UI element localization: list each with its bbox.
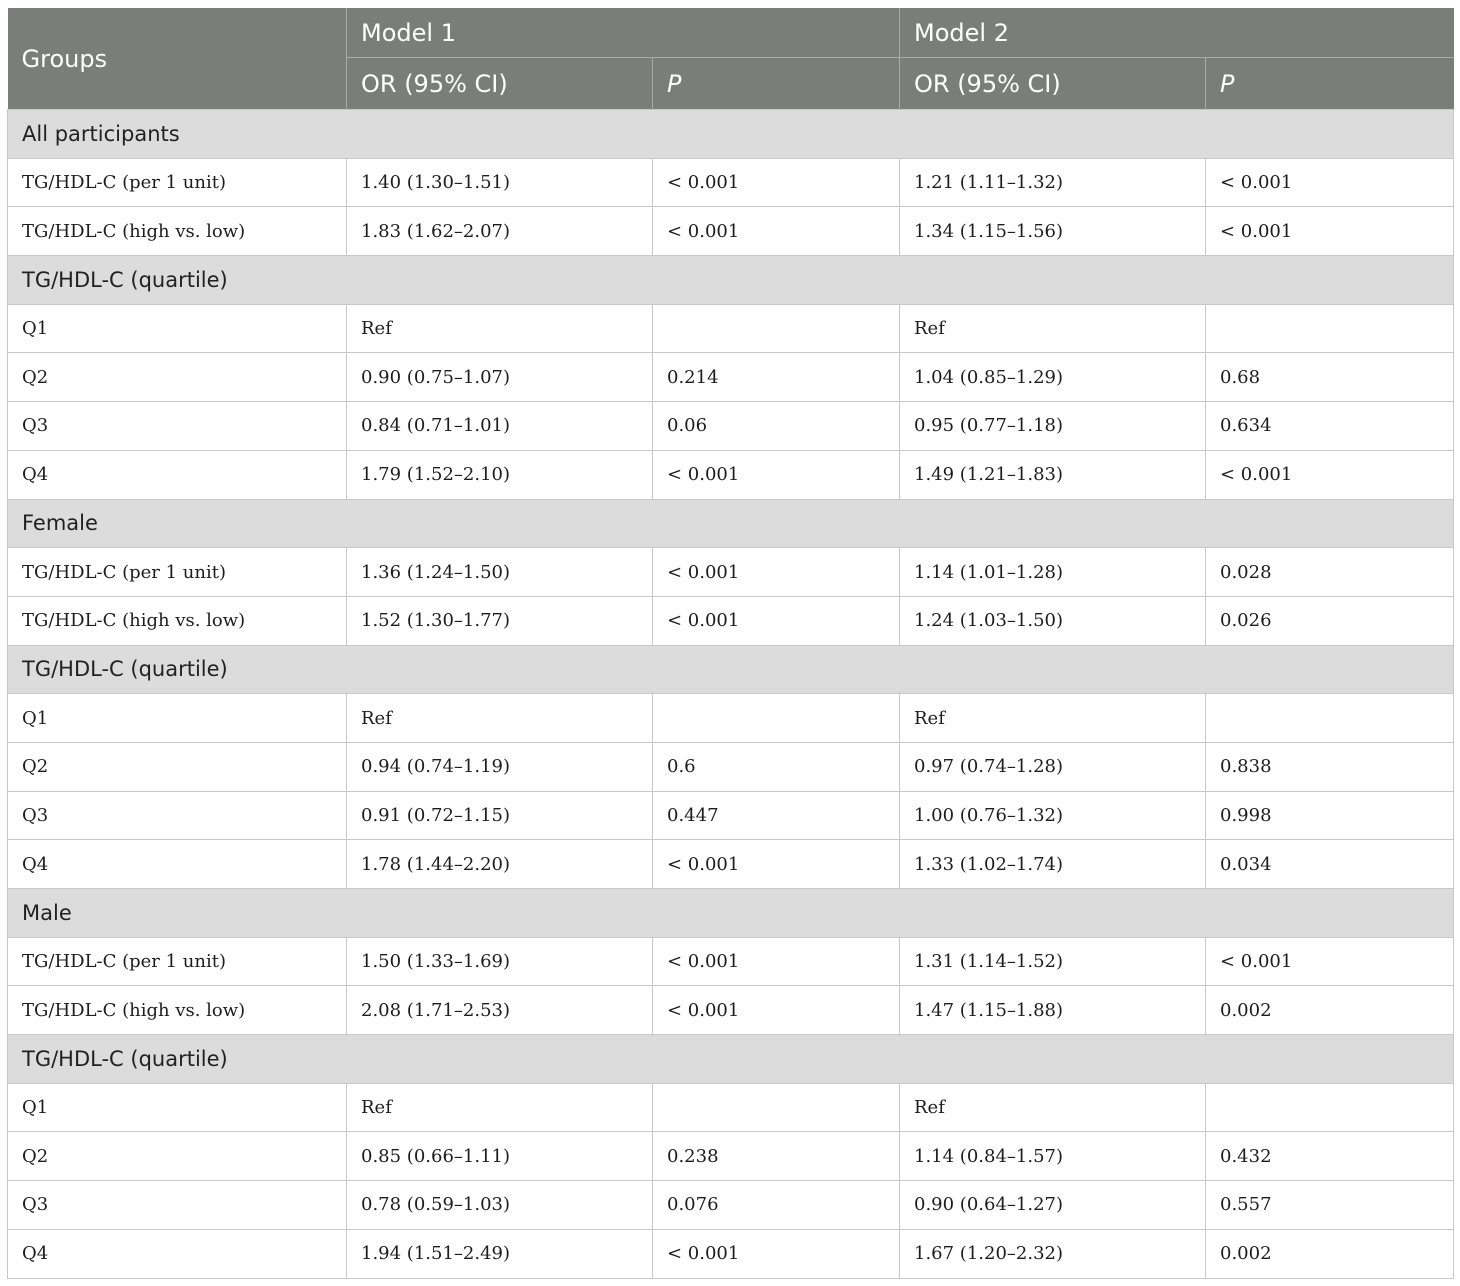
table-row <box>8 791 1454 840</box>
model-1-or-cell: 0.84 (0.71–1.01) <box>347 402 653 451</box>
model-1-or-cell: 0.78 (0.59–1.03) <box>347 1181 653 1230</box>
model-1-or-header: OR (95% CI) <box>347 58 653 110</box>
model-1-p-cell: < 0.001 <box>653 937 900 986</box>
row-label-cell: Q4 <box>8 1229 347 1278</box>
model-2-p-cell <box>1206 694 1454 743</box>
model-2-p-cell: 0.68 <box>1206 353 1454 402</box>
model-2-p-cell: < 0.001 <box>1206 450 1454 499</box>
model-1-or-cell: 0.85 (0.66–1.11) <box>347 1132 653 1181</box>
model-2-or-cell: 1.67 (1.20–2.32) <box>900 1229 1206 1278</box>
table-row <box>8 548 1454 597</box>
section-title: Male <box>8 889 1454 938</box>
model-2-or-cell: 0.90 (0.64–1.27) <box>900 1181 1206 1230</box>
table-row <box>8 450 1454 499</box>
model-2-p-cell: 0.028 <box>1206 548 1454 597</box>
row-label-cell: Q3 <box>8 402 347 451</box>
model-1-or-cell: 0.90 (0.75–1.07) <box>347 353 653 402</box>
section-row <box>8 645 1454 694</box>
model-1-or-cell: 1.40 (1.30–1.51) <box>347 158 653 207</box>
model-1-or-cell: 1.36 (1.24–1.50) <box>347 548 653 597</box>
row-label-cell: Q4 <box>8 450 347 499</box>
row-label-cell: Q2 <box>8 742 347 791</box>
model-1-p-cell <box>653 304 900 353</box>
section-title: TG/HDL-C (quartile) <box>8 256 1454 305</box>
model-2-or-cell: 1.47 (1.15–1.88) <box>900 986 1206 1035</box>
model-2-or-cell: Ref <box>900 694 1206 743</box>
model-1-p-cell: 0.6 <box>653 742 900 791</box>
model-2-p-cell: 0.998 <box>1206 791 1454 840</box>
table-row <box>8 158 1454 207</box>
results-table <box>7 8 1454 1279</box>
section-title: All participants <box>8 110 1454 159</box>
model-1-p-cell: 0.214 <box>653 353 900 402</box>
model-1-or-cell: 0.91 (0.72–1.15) <box>347 791 653 840</box>
table-row <box>8 1083 1454 1132</box>
section-title: TG/HDL-C (quartile) <box>8 645 1454 694</box>
model-2-p-cell: 0.432 <box>1206 1132 1454 1181</box>
model-1-p-cell: 0.447 <box>653 791 900 840</box>
model-2-or-cell: 1.04 (0.85–1.29) <box>900 353 1206 402</box>
table-row <box>8 304 1454 353</box>
model-2-or-cell: 1.14 (0.84–1.57) <box>900 1132 1206 1181</box>
model-1-or-cell: 1.94 (1.51–2.49) <box>347 1229 653 1278</box>
model-2-p-cell <box>1206 1083 1454 1132</box>
model-1-or-cell: 1.79 (1.52–2.10) <box>347 450 653 499</box>
model-2-or-cell: 1.14 (1.01–1.28) <box>900 548 1206 597</box>
model-1-or-cell: Ref <box>347 1083 653 1132</box>
table-row <box>8 207 1454 256</box>
model-2-p-cell <box>1206 304 1454 353</box>
section-row <box>8 110 1454 159</box>
model-2-or-cell: Ref <box>900 304 1206 353</box>
section-row <box>8 256 1454 305</box>
model-1-or-cell: 1.83 (1.62–2.07) <box>347 207 653 256</box>
model-2-or-cell: 0.95 (0.77–1.18) <box>900 402 1206 451</box>
model-1-header: Model 1 <box>347 8 900 58</box>
row-label-cell: TG/HDL-C (high vs. low) <box>8 207 347 256</box>
row-label-cell: Q1 <box>8 304 347 353</box>
row-label-cell: TG/HDL-C (high vs. low) <box>8 986 347 1035</box>
row-label-cell: TG/HDL-C (per 1 unit) <box>8 158 347 207</box>
model-1-p-cell: < 0.001 <box>653 158 900 207</box>
model-1-p-header: P <box>653 58 900 110</box>
model-2-p-cell: 0.026 <box>1206 596 1454 645</box>
model-1-p-cell: < 0.001 <box>653 450 900 499</box>
table-row <box>8 353 1454 402</box>
table-row <box>8 402 1454 451</box>
table-row <box>8 840 1454 889</box>
table-row <box>8 694 1454 743</box>
model-2-or-header: OR (95% CI) <box>900 58 1206 110</box>
section-title: TG/HDL-C (quartile) <box>8 1035 1454 1084</box>
row-label-cell: Q1 <box>8 1083 347 1132</box>
row-label-cell: TG/HDL-C (per 1 unit) <box>8 937 347 986</box>
row-label-cell: Q3 <box>8 1181 347 1230</box>
model-2-or-cell: 0.97 (0.74–1.28) <box>900 742 1206 791</box>
model-2-p-cell: < 0.001 <box>1206 937 1454 986</box>
model-1-or-cell: 1.52 (1.30–1.77) <box>347 596 653 645</box>
model-2-or-cell: Ref <box>900 1083 1206 1132</box>
row-label-cell: TG/HDL-C (high vs. low) <box>8 596 347 645</box>
model-1-p-cell: < 0.001 <box>653 207 900 256</box>
row-label-cell: Q1 <box>8 694 347 743</box>
section-row <box>8 499 1454 548</box>
table-body <box>8 110 1454 1279</box>
model-1-p-cell <box>653 1083 900 1132</box>
row-label-cell: Q3 <box>8 791 347 840</box>
model-2-or-cell: 1.33 (1.02–1.74) <box>900 840 1206 889</box>
model-2-p-cell: < 0.001 <box>1206 158 1454 207</box>
model-2-p-cell: 0.002 <box>1206 986 1454 1035</box>
row-label-cell: Q2 <box>8 353 347 402</box>
table-row <box>8 1181 1454 1230</box>
model-2-p-cell: 0.634 <box>1206 402 1454 451</box>
row-label-cell: Q2 <box>8 1132 347 1181</box>
model-1-or-cell: Ref <box>347 694 653 743</box>
model-2-p-header: P <box>1206 58 1454 110</box>
table-header <box>8 8 1454 110</box>
model-2-or-cell: 1.24 (1.03–1.50) <box>900 596 1206 645</box>
model-2-header: Model 2 <box>900 8 1454 58</box>
section-title: Female <box>8 499 1454 548</box>
section-row <box>8 1035 1454 1084</box>
model-2-p-cell: 0.002 <box>1206 1229 1454 1278</box>
model-2-or-cell: 1.21 (1.11–1.32) <box>900 158 1206 207</box>
model-1-or-cell: 1.50 (1.33–1.69) <box>347 937 653 986</box>
model-1-or-cell: Ref <box>347 304 653 353</box>
row-label-cell: TG/HDL-C (per 1 unit) <box>8 548 347 597</box>
model-2-p-cell: < 0.001 <box>1206 207 1454 256</box>
model-1-p-cell: < 0.001 <box>653 596 900 645</box>
table-row <box>8 937 1454 986</box>
section-row <box>8 889 1454 938</box>
model-2-p-cell: 0.838 <box>1206 742 1454 791</box>
model-1-or-cell: 2.08 (1.71–2.53) <box>347 986 653 1035</box>
model-1-p-cell: 0.076 <box>653 1181 900 1230</box>
groups-column-header: Groups <box>8 8 347 110</box>
model-1-p-cell: < 0.001 <box>653 986 900 1035</box>
model-2-or-cell: 1.34 (1.15–1.56) <box>900 207 1206 256</box>
row-label-cell: Q4 <box>8 840 347 889</box>
model-1-p-cell: < 0.001 <box>653 1229 900 1278</box>
model-1-or-cell: 1.78 (1.44–2.20) <box>347 840 653 889</box>
table-row <box>8 1229 1454 1278</box>
model-1-p-cell: < 0.001 <box>653 548 900 597</box>
table-row <box>8 742 1454 791</box>
model-1-p-cell: 0.238 <box>653 1132 900 1181</box>
model-2-p-cell: 0.034 <box>1206 840 1454 889</box>
model-1-p-cell: < 0.001 <box>653 840 900 889</box>
model-1-p-cell <box>653 694 900 743</box>
model-2-or-cell: 1.31 (1.14–1.52) <box>900 937 1206 986</box>
results-table-container <box>7 8 1453 1279</box>
table-row <box>8 986 1454 1035</box>
model-2-or-cell: 1.00 (0.76–1.32) <box>900 791 1206 840</box>
model-1-p-cell: 0.06 <box>653 402 900 451</box>
model-1-or-cell: 0.94 (0.74–1.19) <box>347 742 653 791</box>
header-row-models <box>8 8 1454 58</box>
table-row <box>8 1132 1454 1181</box>
table-row <box>8 596 1454 645</box>
model-2-or-cell: 1.49 (1.21–1.83) <box>900 450 1206 499</box>
model-2-p-cell: 0.557 <box>1206 1181 1454 1230</box>
